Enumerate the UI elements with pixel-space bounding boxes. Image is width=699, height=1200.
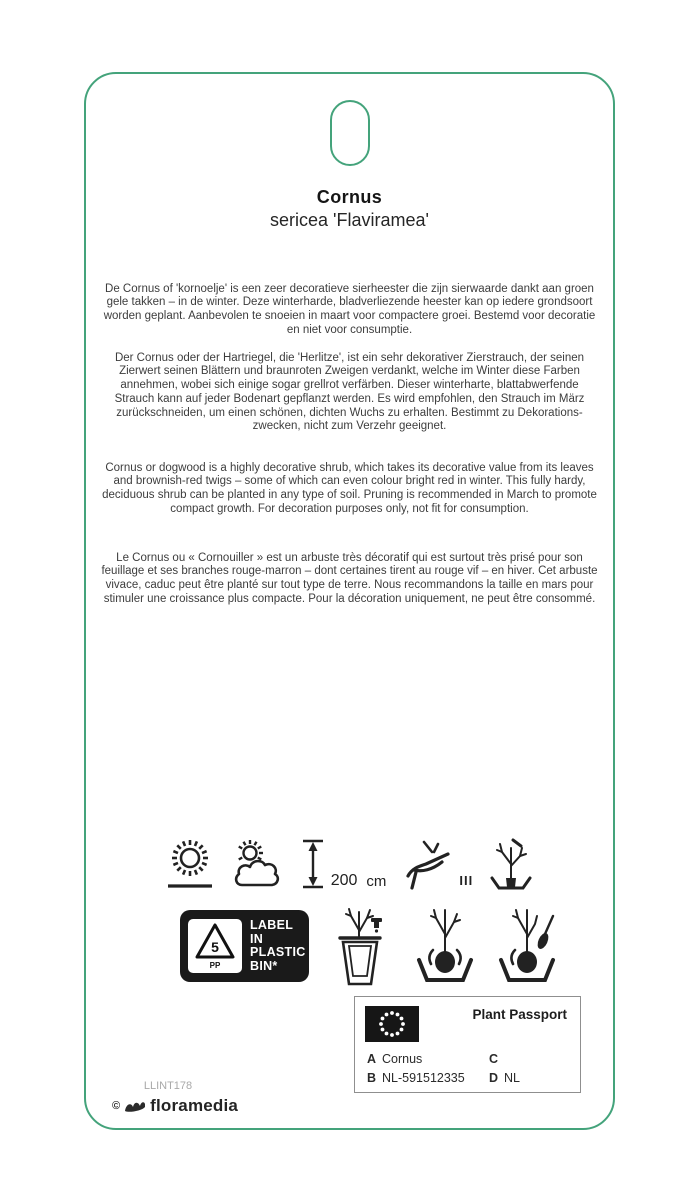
plant-passport-box [354, 996, 581, 1093]
shrub-planting-icon [489, 836, 533, 892]
height-value: 200 [330, 872, 358, 889]
plastic-bin-line1: LABEL IN [250, 918, 293, 946]
height-arrow-icon [300, 836, 387, 892]
pot-watering-icon [329, 904, 393, 990]
root-ball-planting-icon [413, 904, 477, 990]
pruning-shears-icon [402, 836, 473, 892]
sun-icon [166, 836, 214, 892]
passport-value-a: Cornus [382, 1052, 423, 1066]
description-german: Der Cornus oder der Hartriegel, die 'Herlitze', ist ein sehr dekorativer Zierstrauch, der seinen Zierwert seinen Blättern und braunroten Zweigen verdankt, welche im Winter diese Farben annehmen, wobei sich einige sogar grellrot verfärben. Dieser winterharte, blattabwerfende Strauch kann auf jeder Bodenart gepflanzt werden. Es wird empfohlen, den Strauch im März zurückschneiden, um einen schönen, dichten Wuchs zu erhalten. Bestimmt zu Dekorations- zwecken, nicht zum Verzehr geeignet. [114, 351, 585, 433]
floramedia-leaf-icon [124, 1099, 146, 1114]
sun-cloud-icon [230, 836, 284, 892]
recycling-triangle-icon [188, 919, 242, 973]
height-unit: cm [366, 873, 387, 890]
eu-flag-icon [365, 1006, 419, 1047]
plastic-bin-line3: BIN* [250, 958, 278, 973]
passport-key-d: D [489, 1071, 499, 1085]
plant-cultivar-subtitle: sericea 'Flaviramea' [270, 210, 429, 230]
passport-value-b: NL-591512335 [382, 1071, 465, 1085]
passport-key-b: B [367, 1071, 377, 1085]
description-english: Cornus or dogwood is a highly decorative shrub, which takes its decorative value from its leaves and brownish-red twigs – some of which can even colour bright red in winter. This fully hardy, deciduous shrub can be planted in any type of soil. Pruning is recommended in March to promote compact growth. For decoration purposes only, not fit for consumption. [102, 461, 597, 515]
plastic-bin-text [250, 919, 309, 973]
care-icon-row [86, 824, 613, 892]
label-in-plastic-bin-badge [180, 910, 309, 982]
brand-name: floramedia [150, 1096, 239, 1115]
plant-passport-title: Plant Passport [472, 1007, 567, 1022]
hanging-hole [330, 100, 370, 166]
passport-key-a: A [367, 1052, 377, 1066]
copyright-symbol: © [112, 1100, 121, 1112]
description-dutch: De Cornus of 'kornoelje' is een zeer decoratieve sierheester die zijn sierwaarde dankt aan groen gele takken – in de winter. Deze winterharde, bladverliezende heester kan op iedere grondsoort worden geplant. Aanbevolen te snoeien in maart voor compactere groei. Bestemd voor decoratie en niet voor consumptie. [103, 282, 596, 336]
recycle-code-text: 5 [211, 939, 219, 955]
plant-label-card [84, 72, 615, 1130]
item-code: LLINT178 [143, 1080, 193, 1092]
planting-icon-row [329, 904, 561, 990]
trowel-planting-icon [497, 904, 561, 990]
recycle-material-text: PP [209, 961, 221, 970]
passport-key-c: C [489, 1052, 499, 1066]
description-french: Le Cornus ou « Cornouiller » est un arbuste très décoratif qui est surtout très prisé pour son feuillage et ses branches rouge-marron – dont certaines tirent au rouge vif – en hiver. Cet arbuste vivace, caduc peut être planté sur tout type de terre. Nous recommandons la taille en mars pour stimuler une croissance plus compacte. Pour la décoration uniquement, ne peut être consommé. [101, 551, 598, 605]
pruning-month: III [459, 873, 474, 888]
passport-value-d: NL [504, 1071, 520, 1085]
brand-logo [112, 1096, 238, 1116]
plastic-bin-line2: PLASTIC [250, 945, 306, 959]
plant-genus-title: Cornus [316, 187, 383, 207]
